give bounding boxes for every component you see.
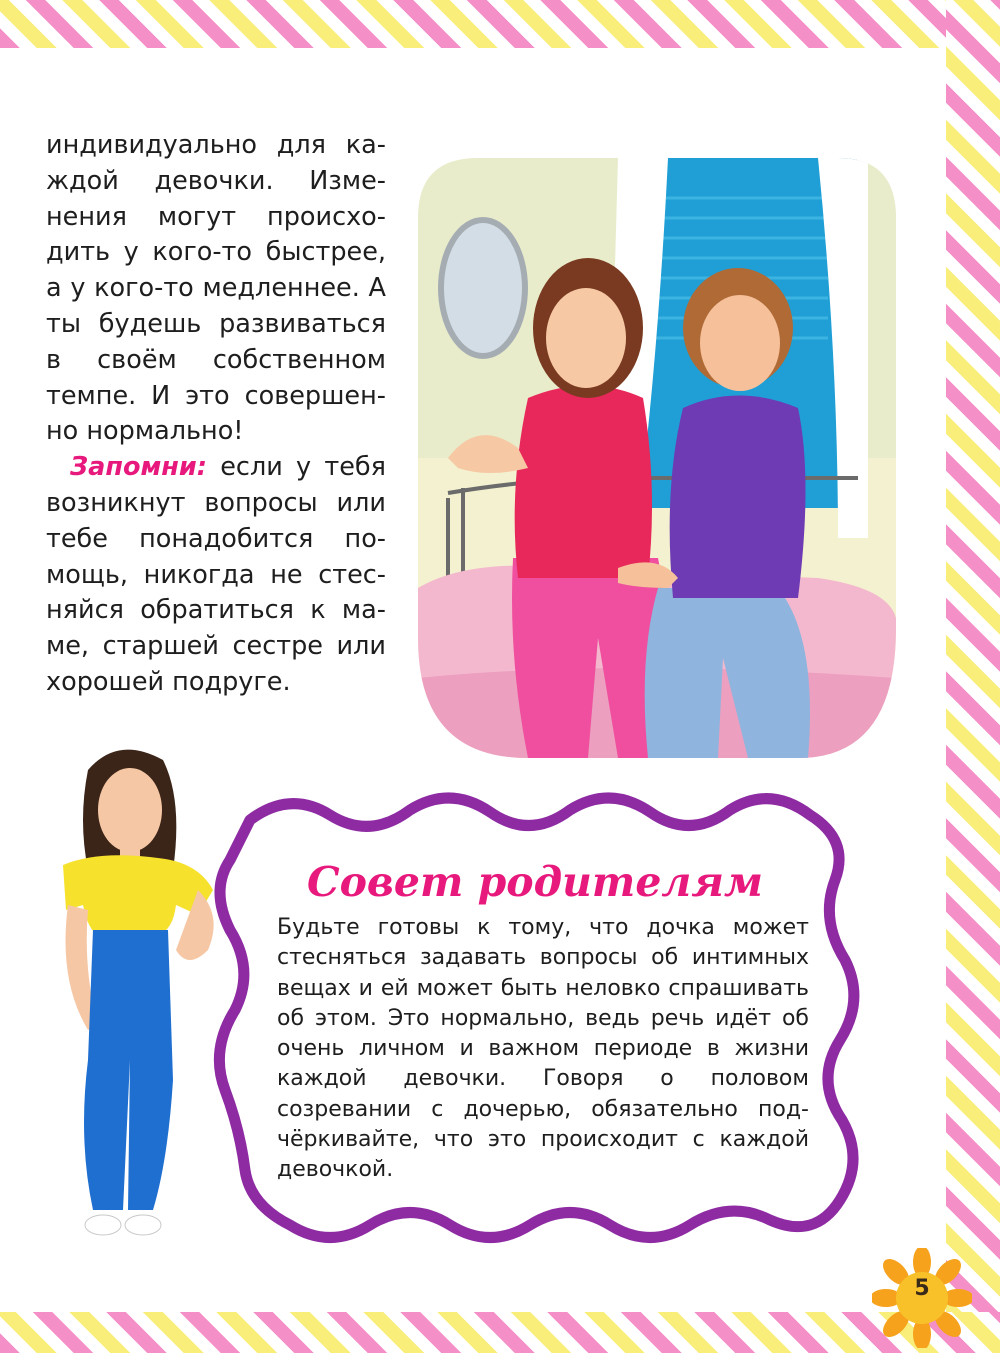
main-text-block xyxy=(46,128,386,701)
paragraph-development: индивидуально для каждой девочки. Изменения могут происходить у кого-то быстрее, а у кого-то медленнее. А ты будешь развиваться в своём собственном темпе. И это совершенно нормально! xyxy=(46,130,386,447)
advice-title: Совет родителям xyxy=(306,858,764,906)
page-number: 5 xyxy=(914,1276,930,1301)
remember-text: если у тебя возникнут вопросы или тебе понадобится помощь, никогда не стесняйся обратиться к маме, старшей сестре или хорошей подруге. xyxy=(46,452,386,697)
advice-text: Будьте готовы к тому, что дочка может стесняться задавать вопросы об интимных вещах и ей может быть неловко спрашивать об этом. Это нормально, ведь речь идёт об очень личном и важном периоде в жизни каждой девочки. Говоря о половом созревании с дочерью, обязательно подчёркивайте, что это происходит с каждой девочкой. xyxy=(277,915,809,1183)
remember-label: Запомни: xyxy=(70,452,207,483)
decorative-stripe-border-bottom xyxy=(0,1312,1000,1353)
mother-daughter-illustration xyxy=(418,158,896,758)
paragraph-remember xyxy=(46,450,386,701)
decorative-stripe-border-right xyxy=(946,0,1000,1353)
decorative-stripe-border-top xyxy=(0,0,1000,48)
